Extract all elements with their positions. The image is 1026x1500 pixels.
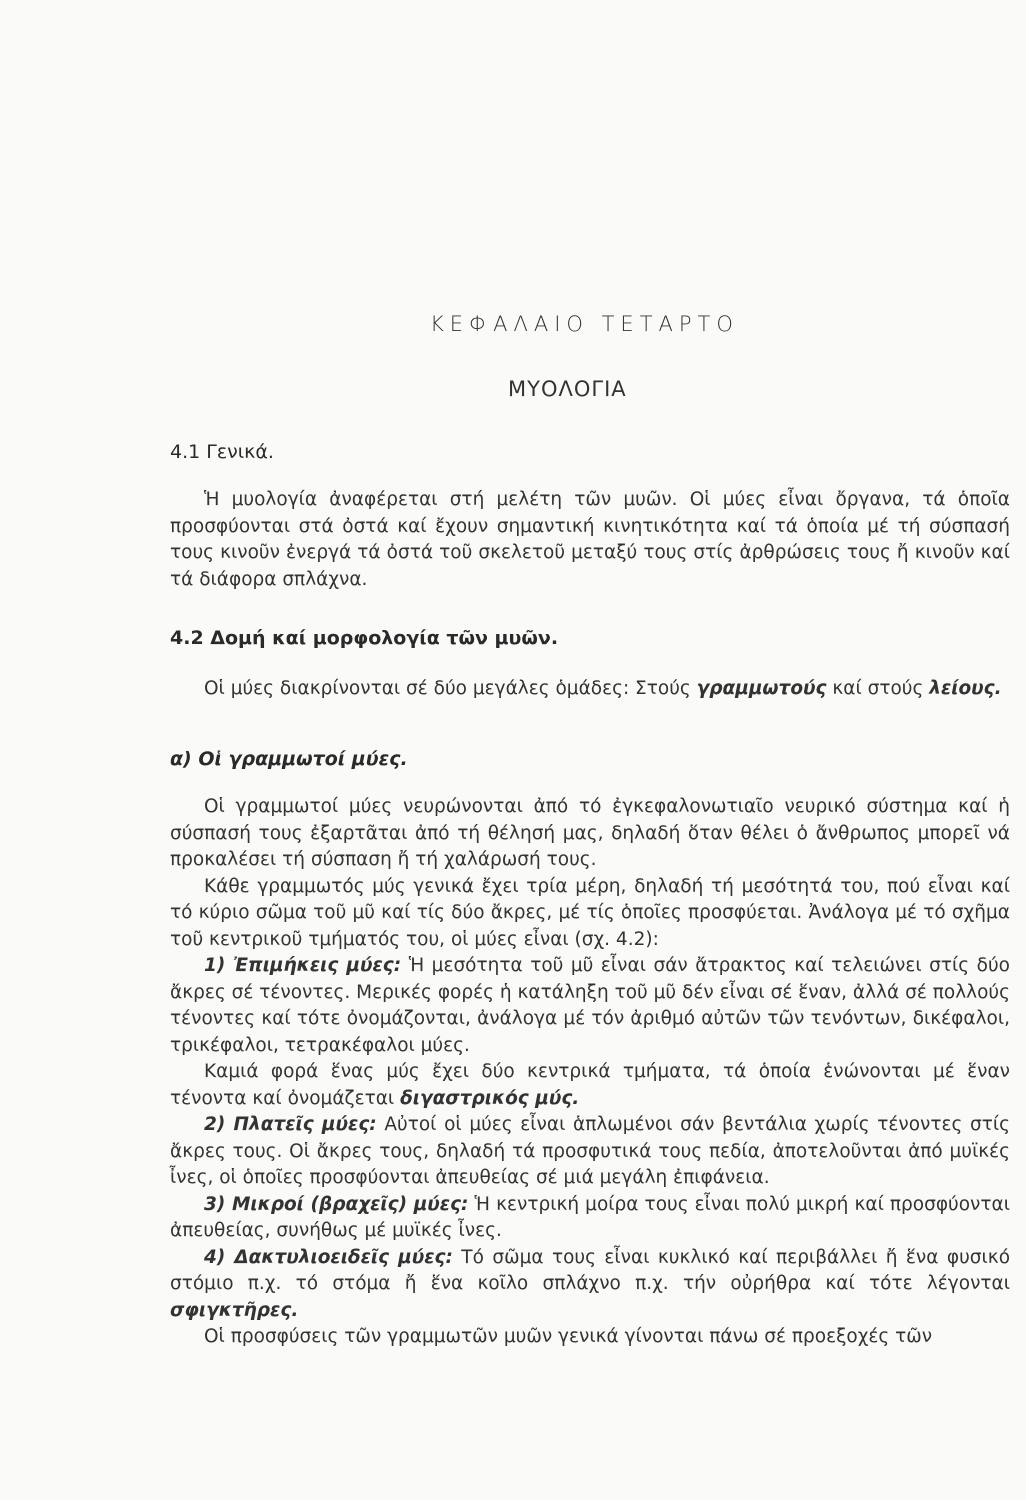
emphasis-term: 4) Δακτυλιοειδεῖς μύες:: [204, 1246, 453, 1268]
section-4-2-body: [170, 676, 1010, 703]
emphasis-term: 2) Πλατεῖς μύες:: [204, 1114, 377, 1135]
text-run: Αὐτοί οἱ μύες εἶναι ἁπλωμένοι σάν βεντάλια χωρίς τένοντες στίς ἄκρες τους. Οἱ ἄκρες τους, δηλαδή τά προσφυτικά τους πεδία, ἀποτελοῦνται ἀπό μυϊκές ἶνες, οἱ ὁποῖες προσφύονται ἀπευθείας σέ μιά μεγάλη ἐπιφάνεια.: [170, 1114, 1010, 1188]
subsection-a-heading: α) Οἱ γραμμωτοί μύες.: [170, 748, 408, 770]
section-4-2-paragraph: [170, 676, 1010, 703]
chapter-label: ΚΕΦΑΛΑΙΟ ΤΕΤΑΡΤΟ: [430, 312, 739, 336]
text-run: Οἱ μύες διακρίνονται σέ δύο μεγάλες ὁμάδες: Στούς: [204, 678, 697, 699]
emphasis-term: 3) Μικροί (βραχεῖς) μύες:: [204, 1193, 469, 1215]
emphasis-term: γραμμωτούς: [696, 678, 827, 699]
paragraph: Οἱ γραμμωτοί μύες νευρώνονται ἀπό τό ἐγκεφαλονωτιαῖο νευρικό σύστημα καί ἡ σύσπασή τους ἐξαρτᾶται ἀπό τή θέλησή μας, δηλαδή ὅταν θέλει ὁ ἄνθρωπος μπορεῖ νά προκαλέσει τή σύσπαση ἤ τή χαλάρωσή τους.: [170, 796, 1010, 870]
text-run: Ἡ μεσότητα τοῦ μῦ εἶναι σάν ἄτρακτος καί τελειώνει στίς δύο ἄκρες σέ τένοντες. Μερικές φορές ἡ κατάληξη τοῦ μῦ δέν εἶναι σέ ἕναν, ἀλλά σέ πολλούς τένοντες καί τότε ὀνομάζονται, ἀνάλογα μέ τόν ἀριθμό αὐτῶν τῶν τενόντων, δικέφαλοι, τρικέφαλοι, τετρακέφαλοι μύες.: [170, 955, 1010, 1056]
paragraph: [170, 1245, 1010, 1325]
section-4-1-heading: 4.1 Γενικά.: [170, 441, 274, 463]
emphasis-term: σφιγκτῆρες.: [170, 1299, 299, 1321]
text-run: Τό σῶμα τους εἶναι κυκλικό καί περιβάλλει ἤ ἕνα φυσικό στόμιο π.χ. τό στόμα ἤ ἕνα κοῖλο σπλάχνο π.χ. τήν οὐρήθρα καί τότε λέγονται: [170, 1246, 1011, 1294]
paragraph: Οἱ προσφύσεις τῶν γραμμωτῶν μυῶν γενικά γίνονται πάνω σέ προεξοχές τῶν: [204, 1326, 933, 1347]
section-4-1-body: [170, 487, 1010, 593]
emphasis-term: λείους.: [929, 678, 1002, 699]
chapter-title: ΜΥΟΛΟΓΙΑ: [508, 377, 627, 401]
emphasis-term: 1) Ἐπιμήκεις μύες:: [204, 955, 402, 976]
section-4-2-heading: 4.2 Δομή καί μορφολογία τῶν μυῶν.: [170, 627, 559, 649]
paragraph: [170, 1112, 1010, 1192]
paragraph: [170, 953, 1010, 1059]
paragraph: Κάθε γραμμωτός μύς γενικά ἔχει τρία μέρη, δηλαδή τή μεσότητά του, πού εἶναι καί τό κύριο σῶμα τοῦ μῦ καί τίς δύο ἄκρες, μέ τίς ὁποῖες προσφύεται. Ἀνάλογα μέ τό σχῆμα τοῦ κεντρικοῦ τμήματός του, οἱ μύες εἶναι (σχ. 4.2):: [170, 875, 1010, 950]
text-run: Ἡ κεντρική μοίρα τους εἶναι πολύ μικρή καί προσφύονται ἀπευθείας, συνήθως μέ μυϊκές ἶνες.: [170, 1193, 1010, 1241]
main-body-text: [170, 794, 1010, 1351]
emphasis-term: διγαστρικός μύς.: [400, 1087, 580, 1109]
section-4-1-paragraph: Ἡ μυολογία ἀναφέρεται στή μελέτη τῶν μυῶν. Οἱ μύες εἶναι ὄργανα, τά ὁποῖα προσφύονται στά ὀστά καί ἔχουν σημαντική κινητικότητα καί τά ὁποία μέ τή σύσπασή τους κινοῦν ἐνεργά τά ὀστά τοῦ σκελετοῦ μεταξύ τους στίς ἀρθρώσεις τους ἤ κινοῦν καί τά διάφορα σπλάχνα.: [170, 489, 1010, 590]
text-run: καί στούς: [826, 678, 930, 699]
paragraph: [170, 1059, 1010, 1112]
text-run: Καμιά φορά ἕνας μύς ἔχει δύο κεντρικά τμήματα, τά ὁποία ἑνώνονται μέ ἕναν τένοντα καί ὀνομάζεται: [170, 1061, 1010, 1109]
paragraph: [170, 1192, 1010, 1245]
